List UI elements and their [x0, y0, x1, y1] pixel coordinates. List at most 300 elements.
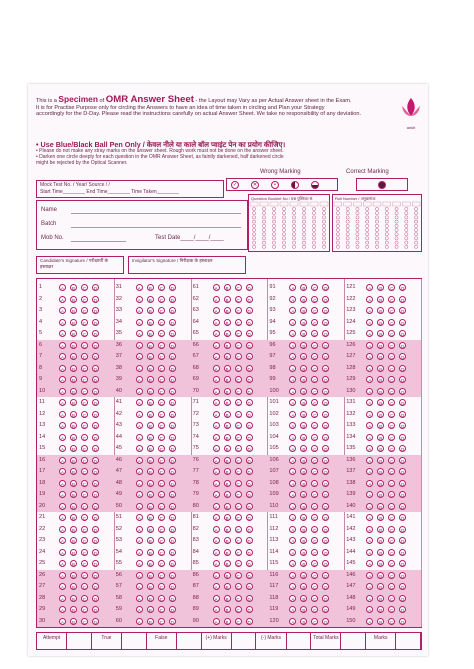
answer-bubble-c[interactable]: C	[82, 320, 87, 326]
answer-bubble-c[interactable]: C	[236, 458, 240, 464]
answer-bubble-c[interactable]: C	[390, 493, 394, 498]
digit-bubble[interactable]	[356, 216, 359, 219]
digit-bubble[interactable]	[282, 241, 285, 244]
answer-bubble-c[interactable]: C	[390, 355, 394, 360]
answer-bubble-d[interactable]: D	[93, 320, 98, 326]
digit-write-cell[interactable]	[393, 202, 401, 206]
answer-bubble-b[interactable]: B	[224, 503, 231, 510]
answer-bubble-b[interactable]: B	[300, 296, 307, 303]
answer-bubble-d[interactable]: D	[247, 401, 251, 406]
answer-bubble-b[interactable]: B	[70, 319, 77, 326]
answer-bubble-b[interactable]: B	[377, 595, 384, 602]
digit-bubble[interactable]	[346, 245, 349, 248]
answer-bubble-b[interactable]: B	[70, 307, 77, 314]
answer-bubble-d[interactable]: D	[247, 447, 251, 452]
digit-bubble[interactable]	[356, 224, 359, 227]
answer-bubble-d[interactable]: D	[401, 378, 405, 383]
digit-bubble[interactable]	[346, 220, 349, 223]
digit-bubble[interactable]	[262, 207, 265, 210]
answer-bubble-a[interactable]: A	[366, 342, 373, 349]
answer-bubble-c[interactable]: C	[390, 366, 394, 372]
answer-bubble-c[interactable]: C	[313, 343, 317, 349]
name-field[interactable]	[41, 207, 241, 213]
answer-bubble-a[interactable]: A	[213, 572, 220, 579]
digit-bubble[interactable]	[262, 241, 265, 244]
answer-bubble-c[interactable]: C	[236, 539, 240, 544]
digit-bubble[interactable]	[272, 216, 275, 219]
answer-bubble-d[interactable]: D	[170, 619, 174, 625]
answer-bubble-d[interactable]: D	[324, 389, 328, 395]
answer-bubble-b[interactable]: B	[377, 457, 384, 464]
answer-bubble-a[interactable]: A	[213, 330, 220, 337]
answer-bubble-c[interactable]: C	[313, 608, 317, 613]
answer-bubble-b[interactable]: B	[300, 445, 307, 452]
answer-bubble-c[interactable]: C	[159, 596, 163, 602]
answer-bubble-c[interactable]: C	[82, 458, 87, 464]
answer-bubble-b[interactable]: B	[70, 560, 77, 567]
digit-bubble[interactable]	[385, 233, 388, 236]
digit-bubble[interactable]	[415, 220, 418, 223]
digit-bubble[interactable]	[252, 228, 255, 231]
answer-bubble-c[interactable]: C	[82, 619, 87, 625]
digit-bubble[interactable]	[322, 228, 325, 231]
answer-bubble-b[interactable]: B	[70, 422, 77, 429]
answer-bubble-a[interactable]: A	[366, 491, 373, 498]
answer-bubble-b[interactable]: B	[377, 319, 384, 326]
digit-bubble[interactable]	[356, 220, 359, 223]
answer-bubble-d[interactable]: D	[170, 550, 174, 556]
answer-bubble-d[interactable]: D	[324, 355, 328, 360]
answer-bubble-c[interactable]: C	[236, 516, 240, 521]
answer-bubble-b[interactable]: B	[224, 330, 231, 337]
answer-bubble-d[interactable]: D	[93, 401, 98, 406]
digit-write-cell[interactable]	[383, 202, 391, 206]
answer-bubble-d[interactable]: D	[324, 608, 328, 613]
digit-bubble[interactable]	[292, 237, 295, 240]
digit-bubble[interactable]	[415, 228, 418, 231]
answer-bubble-d[interactable]: D	[401, 596, 405, 602]
digit-bubble[interactable]	[385, 207, 388, 210]
answer-bubble-d[interactable]: D	[401, 619, 405, 625]
digit-bubble[interactable]	[356, 207, 359, 210]
digit-bubble[interactable]	[415, 237, 418, 240]
answer-bubble-a[interactable]: A	[366, 606, 373, 613]
answer-bubble-a[interactable]: A	[136, 411, 143, 418]
answer-bubble-a[interactable]: A	[213, 388, 220, 395]
answer-bubble-d[interactable]: D	[247, 573, 251, 579]
answer-bubble-d[interactable]: D	[324, 332, 328, 337]
digit-bubble[interactable]	[282, 233, 285, 236]
answer-bubble-d[interactable]: D	[170, 378, 174, 383]
answer-bubble-b[interactable]: B	[147, 296, 154, 303]
answer-bubble-b[interactable]: B	[224, 388, 231, 395]
digit-bubble[interactable]	[375, 220, 378, 223]
answer-bubble-a[interactable]: A	[59, 376, 66, 383]
answer-bubble-d[interactable]: D	[324, 286, 328, 291]
answer-bubble-d[interactable]: D	[247, 343, 251, 349]
answer-bubble-a[interactable]: A	[366, 353, 373, 360]
answer-bubble-b[interactable]: B	[70, 514, 77, 521]
answer-bubble-b[interactable]: B	[147, 445, 154, 452]
answer-bubble-d[interactable]: D	[401, 343, 405, 349]
answer-bubble-a[interactable]: A	[136, 583, 143, 590]
answer-bubble-a[interactable]: A	[289, 365, 296, 372]
answer-bubble-c[interactable]: C	[82, 412, 87, 418]
digit-bubble[interactable]	[385, 216, 388, 219]
answer-bubble-d[interactable]: D	[247, 309, 251, 314]
answer-bubble-a[interactable]: A	[59, 572, 66, 579]
answer-bubble-a[interactable]: A	[136, 342, 143, 349]
answer-bubble-c[interactable]: C	[313, 435, 317, 441]
answer-bubble-d[interactable]: D	[170, 585, 174, 590]
digit-bubble[interactable]	[322, 220, 325, 223]
answer-bubble-c[interactable]: C	[159, 424, 163, 429]
answer-bubble-b[interactable]: B	[377, 376, 384, 383]
answer-bubble-a[interactable]: A	[213, 445, 220, 452]
footer-value-cell[interactable]	[232, 633, 257, 649]
answer-bubble-b[interactable]: B	[224, 319, 231, 326]
answer-bubble-c[interactable]: C	[313, 332, 317, 337]
mob-field[interactable]	[41, 235, 131, 241]
answer-bubble-b[interactable]: B	[377, 514, 384, 521]
answer-bubble-a[interactable]: A	[59, 491, 66, 498]
answer-bubble-a[interactable]: A	[289, 514, 296, 521]
digit-bubble[interactable]	[375, 241, 378, 244]
answer-bubble-b[interactable]: B	[224, 376, 231, 383]
digit-bubble[interactable]	[262, 245, 265, 248]
digit-bubble[interactable]	[312, 245, 315, 248]
answer-bubble-a[interactable]: A	[136, 526, 143, 533]
answer-bubble-d[interactable]: D	[247, 596, 251, 602]
digit-bubble[interactable]	[292, 207, 295, 210]
digit-bubble[interactable]	[292, 212, 295, 215]
answer-bubble-d[interactable]: D	[93, 516, 98, 521]
candidate-signature-box[interactable]	[36, 256, 124, 274]
answer-bubble-b[interactable]: B	[147, 537, 154, 544]
digit-bubble[interactable]	[262, 237, 265, 240]
answer-bubble-d[interactable]: D	[247, 504, 251, 510]
answer-bubble-c[interactable]: C	[236, 608, 240, 613]
answer-bubble-d[interactable]: D	[170, 481, 174, 487]
answer-bubble-a[interactable]: A	[59, 445, 66, 452]
answer-bubble-b[interactable]: B	[300, 572, 307, 579]
answer-bubble-a[interactable]: A	[289, 457, 296, 464]
answer-bubble-b[interactable]: B	[300, 388, 307, 395]
digit-bubble[interactable]	[322, 233, 325, 236]
answer-bubble-b[interactable]: B	[300, 365, 307, 372]
answer-bubble-d[interactable]: D	[247, 320, 251, 326]
answer-bubble-b[interactable]: B	[377, 411, 384, 418]
answer-bubble-b[interactable]: B	[377, 330, 384, 337]
answer-bubble-b[interactable]: B	[70, 284, 77, 291]
digit-bubble[interactable]	[375, 212, 378, 215]
digit-bubble[interactable]	[385, 220, 388, 223]
answer-bubble-b[interactable]: B	[70, 583, 77, 590]
digit-bubble[interactable]	[272, 207, 275, 210]
answer-bubble-a[interactable]: A	[59, 399, 66, 406]
answer-bubble-d[interactable]: D	[247, 470, 251, 475]
answer-bubble-d[interactable]: D	[247, 378, 251, 383]
answer-bubble-c[interactable]: C	[390, 343, 394, 349]
answer-bubble-d[interactable]: D	[324, 320, 328, 326]
digit-bubble[interactable]	[375, 216, 378, 219]
digit-bubble[interactable]	[405, 207, 408, 210]
answer-bubble-c[interactable]: C	[313, 619, 317, 625]
digit-bubble[interactable]	[366, 220, 369, 223]
digit-bubble[interactable]	[375, 224, 378, 227]
answer-bubble-d[interactable]: D	[170, 539, 174, 544]
answer-bubble-c[interactable]: C	[82, 378, 87, 383]
answer-bubble-b[interactable]: B	[70, 457, 77, 464]
digit-bubble[interactable]	[292, 228, 295, 231]
answer-bubble-d[interactable]: D	[93, 504, 98, 510]
digit-bubble[interactable]	[385, 237, 388, 240]
answer-bubble-d[interactable]: D	[324, 343, 328, 349]
answer-bubble-c[interactable]: C	[82, 493, 87, 498]
digit-bubble[interactable]	[262, 224, 265, 227]
answer-bubble-c[interactable]: C	[390, 320, 394, 326]
answer-bubble-b[interactable]: B	[300, 422, 307, 429]
digit-bubble[interactable]	[252, 224, 255, 227]
digit-bubble[interactable]	[262, 216, 265, 219]
digit-bubble[interactable]	[312, 241, 315, 244]
answer-bubble-d[interactable]: D	[93, 619, 98, 625]
digit-bubble[interactable]	[405, 220, 408, 223]
answer-bubble-b[interactable]: B	[377, 468, 384, 475]
answer-bubble-d[interactable]: D	[324, 435, 328, 441]
answer-bubble-b[interactable]: B	[377, 503, 384, 510]
digit-bubble[interactable]	[292, 241, 295, 244]
answer-bubble-c[interactable]: C	[313, 562, 317, 567]
answer-bubble-d[interactable]: D	[401, 424, 405, 429]
answer-bubble-c[interactable]: C	[390, 458, 394, 464]
answer-bubble-b[interactable]: B	[377, 618, 384, 625]
answer-bubble-d[interactable]: D	[401, 493, 405, 498]
digit-bubble[interactable]	[272, 220, 275, 223]
answer-bubble-a[interactable]: A	[366, 549, 373, 556]
answer-bubble-d[interactable]: D	[170, 424, 174, 429]
answer-bubble-c[interactable]: C	[159, 378, 163, 383]
answer-bubble-d[interactable]: D	[170, 504, 174, 510]
answer-bubble-c[interactable]: C	[82, 608, 87, 613]
digit-bubble[interactable]	[366, 241, 369, 244]
digit-bubble[interactable]	[336, 241, 339, 244]
digit-bubble[interactable]	[282, 212, 285, 215]
answer-bubble-c[interactable]: C	[236, 309, 240, 314]
answer-bubble-b[interactable]: B	[300, 549, 307, 556]
digit-bubble[interactable]	[356, 245, 359, 248]
answer-bubble-b[interactable]: B	[224, 480, 231, 487]
answer-bubble-b[interactable]: B	[300, 491, 307, 498]
answer-bubble-d[interactable]: D	[324, 573, 328, 579]
answer-bubble-d[interactable]: D	[93, 424, 98, 429]
answer-bubble-a[interactable]: A	[366, 480, 373, 487]
answer-bubble-c[interactable]: C	[82, 401, 87, 406]
answer-bubble-b[interactable]: B	[377, 307, 384, 314]
digit-bubble[interactable]	[282, 216, 285, 219]
answer-bubble-d[interactable]: D	[401, 527, 405, 533]
answer-bubble-c[interactable]: C	[390, 297, 394, 303]
answer-bubble-c[interactable]: C	[236, 481, 240, 487]
answer-bubble-c[interactable]: C	[313, 447, 317, 452]
answer-bubble-b[interactable]: B	[224, 296, 231, 303]
answer-bubble-a[interactable]: A	[136, 595, 143, 602]
answer-bubble-a[interactable]: A	[213, 399, 220, 406]
answer-bubble-a[interactable]: A	[59, 330, 66, 337]
digit-bubble[interactable]	[322, 224, 325, 227]
digit-write-cell[interactable]	[250, 202, 258, 206]
digit-bubble[interactable]	[385, 245, 388, 248]
answer-bubble-d[interactable]: D	[170, 435, 174, 441]
answer-bubble-c[interactable]: C	[313, 550, 317, 556]
answer-bubble-c[interactable]: C	[236, 412, 240, 418]
answer-bubble-d[interactable]: D	[324, 412, 328, 418]
answer-bubble-c[interactable]: C	[313, 424, 317, 429]
answer-bubble-b[interactable]: B	[300, 284, 307, 291]
answer-bubble-d[interactable]: D	[247, 516, 251, 521]
digit-bubble[interactable]	[395, 233, 398, 236]
answer-bubble-c[interactable]: C	[236, 573, 240, 579]
answer-bubble-b[interactable]: B	[147, 583, 154, 590]
answer-bubble-a[interactable]: A	[59, 284, 66, 291]
answer-bubble-d[interactable]: D	[247, 493, 251, 498]
answer-bubble-d[interactable]: D	[324, 619, 328, 625]
answer-bubble-a[interactable]: A	[213, 526, 220, 533]
answer-bubble-d[interactable]: D	[401, 435, 405, 441]
digit-bubble[interactable]	[405, 224, 408, 227]
answer-bubble-c[interactable]: C	[313, 297, 317, 303]
answer-bubble-d[interactable]: D	[401, 504, 405, 510]
answer-bubble-a[interactable]: A	[59, 606, 66, 613]
answer-bubble-a[interactable]: A	[366, 422, 373, 429]
answer-bubble-b[interactable]: B	[147, 365, 154, 372]
answer-bubble-b[interactable]: B	[70, 526, 77, 533]
answer-bubble-a[interactable]: A	[59, 307, 66, 314]
digit-bubble[interactable]	[292, 233, 295, 236]
answer-bubble-a[interactable]: A	[213, 365, 220, 372]
answer-bubble-c[interactable]: C	[82, 573, 87, 579]
answer-bubble-a[interactable]: A	[213, 457, 220, 464]
answer-bubble-c[interactable]: C	[159, 470, 163, 475]
answer-bubble-a[interactable]: A	[289, 376, 296, 383]
answer-bubble-b[interactable]: B	[147, 284, 154, 291]
answer-bubble-b[interactable]: B	[70, 572, 77, 579]
answer-bubble-b[interactable]: B	[377, 549, 384, 556]
answer-bubble-d[interactable]: D	[401, 355, 405, 360]
answer-bubble-d[interactable]: D	[247, 366, 251, 372]
answer-bubble-b[interactable]: B	[300, 307, 307, 314]
answer-bubble-c[interactable]: C	[390, 424, 394, 429]
answer-bubble-b[interactable]: B	[147, 457, 154, 464]
answer-bubble-d[interactable]: D	[401, 470, 405, 475]
answer-bubble-a[interactable]: A	[213, 342, 220, 349]
answer-bubble-d[interactable]: D	[170, 343, 174, 349]
answer-bubble-a[interactable]: A	[289, 422, 296, 429]
answer-bubble-c[interactable]: C	[313, 458, 317, 464]
digit-bubble[interactable]	[346, 237, 349, 240]
answer-bubble-b[interactable]: B	[377, 296, 384, 303]
answer-bubble-d[interactable]: D	[93, 493, 98, 498]
answer-bubble-d[interactable]: D	[401, 550, 405, 556]
digit-bubble[interactable]	[375, 233, 378, 236]
answer-bubble-d[interactable]: D	[170, 401, 174, 406]
answer-bubble-d[interactable]: D	[170, 309, 174, 314]
answer-bubble-a[interactable]: A	[366, 411, 373, 418]
answer-bubble-b[interactable]: B	[147, 480, 154, 487]
answer-bubble-b[interactable]: B	[377, 342, 384, 349]
digit-bubble[interactable]	[282, 224, 285, 227]
answer-bubble-b[interactable]: B	[224, 457, 231, 464]
answer-bubble-a[interactable]: A	[213, 503, 220, 510]
answer-bubble-a[interactable]: A	[136, 537, 143, 544]
answer-bubble-c[interactable]: C	[390, 286, 394, 291]
digit-bubble[interactable]	[356, 237, 359, 240]
answer-bubble-d[interactable]: D	[324, 527, 328, 533]
answer-bubble-d[interactable]: D	[324, 378, 328, 383]
answer-bubble-b[interactable]: B	[300, 468, 307, 475]
answer-bubble-c[interactable]: C	[390, 481, 394, 487]
digit-write-cell[interactable]	[363, 202, 371, 206]
answer-bubble-a[interactable]: A	[366, 365, 373, 372]
batch-field[interactable]	[41, 221, 241, 227]
answer-bubble-a[interactable]: A	[136, 560, 143, 567]
digit-bubble[interactable]	[282, 220, 285, 223]
answer-bubble-c[interactable]: C	[82, 343, 87, 349]
digit-bubble[interactable]	[262, 212, 265, 215]
answer-bubble-b[interactable]: B	[70, 342, 77, 349]
digit-bubble[interactable]	[272, 241, 275, 244]
answer-bubble-b[interactable]: B	[147, 353, 154, 360]
answer-bubble-c[interactable]: C	[159, 309, 163, 314]
answer-bubble-c[interactable]: C	[236, 366, 240, 372]
answer-bubble-c[interactable]: C	[159, 585, 163, 590]
answer-bubble-c[interactable]: C	[390, 435, 394, 441]
answer-bubble-d[interactable]: D	[401, 458, 405, 464]
digit-write-cell[interactable]	[310, 202, 318, 206]
answer-bubble-c[interactable]: C	[390, 596, 394, 602]
answer-bubble-b[interactable]: B	[70, 376, 77, 383]
answer-bubble-c[interactable]: C	[313, 470, 317, 475]
digit-bubble[interactable]	[272, 245, 275, 248]
answer-bubble-a[interactable]: A	[366, 330, 373, 337]
answer-bubble-b[interactable]: B	[377, 480, 384, 487]
answer-bubble-c[interactable]: C	[159, 435, 163, 441]
answer-bubble-c[interactable]: C	[82, 389, 87, 395]
answer-bubble-b[interactable]: B	[147, 468, 154, 475]
answer-bubble-d[interactable]: D	[401, 585, 405, 590]
digit-bubble[interactable]	[415, 245, 418, 248]
digit-bubble[interactable]	[385, 212, 388, 215]
answer-bubble-c[interactable]: C	[390, 309, 394, 314]
digit-bubble[interactable]	[375, 207, 378, 210]
answer-bubble-a[interactable]: A	[136, 330, 143, 337]
answer-bubble-c[interactable]: C	[313, 412, 317, 418]
answer-bubble-c[interactable]: C	[159, 412, 163, 418]
answer-bubble-c[interactable]: C	[236, 550, 240, 556]
digit-bubble[interactable]	[336, 216, 339, 219]
answer-bubble-a[interactable]: A	[213, 307, 220, 314]
answer-bubble-c[interactable]: C	[159, 608, 163, 613]
answer-bubble-b[interactable]: B	[224, 606, 231, 613]
digit-bubble[interactable]	[395, 228, 398, 231]
answer-bubble-d[interactable]: D	[401, 539, 405, 544]
answer-bubble-a[interactable]: A	[213, 595, 220, 602]
answer-bubble-b[interactable]: B	[224, 422, 231, 429]
digit-bubble[interactable]	[356, 233, 359, 236]
answer-bubble-d[interactable]: D	[170, 286, 174, 291]
answer-bubble-b[interactable]: B	[377, 560, 384, 567]
answer-bubble-c[interactable]: C	[159, 493, 163, 498]
